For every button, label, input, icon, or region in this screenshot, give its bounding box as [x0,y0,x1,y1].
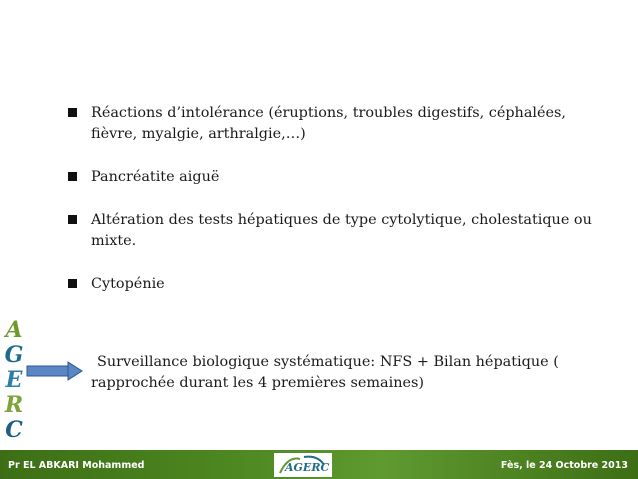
conclusion-line: Surveillance biologique systématique: NFS + Bilan hépatique ( [97,354,559,370]
conclusion-text [91,352,611,394]
agerc-logo [274,453,332,477]
date-label: Fès, le 24 Octobre 2013 [500,460,628,471]
square-bullet-icon [68,279,77,288]
list-item [68,103,613,145]
svg-text:AGERC: AGERC [285,461,330,474]
square-bullet-icon [68,108,77,117]
bullet-list [68,103,613,317]
author-label: Pr EL ABKARI Mohammed [8,460,145,471]
list-item [68,167,613,188]
bullet-text: Pancréatite aiguë [91,169,220,185]
list-item [68,274,613,295]
bullet-text: Cytopénie [91,276,165,292]
bullet-text: Altération des tests hépatiques de type cytolytique, cholestatique ou [91,212,592,228]
side-logo-letter: R [4,392,24,418]
square-bullet-icon [68,215,77,224]
side-logo-letter: G [4,342,24,368]
bullet-text: fièvre, myalgie, arthralgie,…) [91,126,306,142]
right-arrow-icon [26,361,83,381]
side-logo-letter: C [5,417,23,443]
side-logo [4,318,24,443]
side-logo-letter: E [5,367,23,393]
conclusion-line: rapprochée durant les 4 premières semaines) [91,375,424,391]
bullet-text: mixte. [91,233,137,249]
side-logo-letter: A [5,317,23,343]
bullet-text: Réactions d’intolérance (éruptions, troubles digestifs, céphalées, [91,105,566,121]
square-bullet-icon [68,172,77,181]
list-item [68,210,613,252]
